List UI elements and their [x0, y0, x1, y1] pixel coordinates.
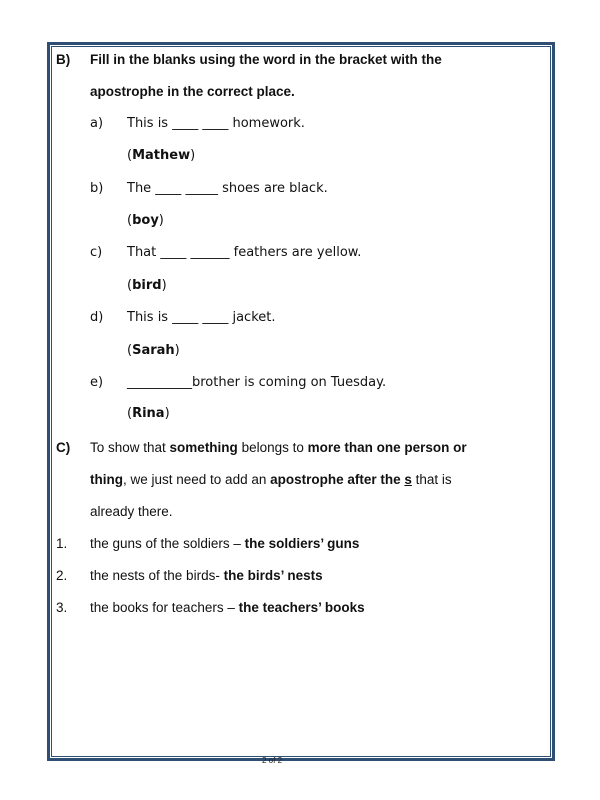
- hint-word: bird: [132, 278, 162, 293]
- item-word-hint: [127, 148, 195, 164]
- paren-open: (: [127, 343, 133, 358]
- plain-text: , we just need to add an: [123, 472, 271, 487]
- paren-close: ): [158, 213, 164, 228]
- paren-close: ): [161, 278, 167, 293]
- underlined-letter: s: [404, 472, 412, 487]
- bold-text: the birds’ nests: [223, 568, 323, 583]
- bold-text: thing: [90, 472, 123, 487]
- hint-word: Mathew: [132, 148, 191, 163]
- paren-close: ): [164, 406, 170, 421]
- bold-text: something: [169, 440, 238, 455]
- example-line: [90, 536, 359, 552]
- item-letter: c): [90, 245, 103, 260]
- bold-text: more than one person or: [307, 440, 467, 455]
- bold-text: the teachers’ books: [238, 600, 365, 615]
- item-sentence: The ____ _____ shoes are black.: [127, 181, 328, 196]
- page-border-inner: [51, 46, 551, 757]
- item-word-hint: [127, 278, 167, 294]
- hint-word: Rina: [132, 406, 165, 421]
- plain-text: the nests of the birds-: [90, 568, 224, 583]
- section-c-line1: [90, 440, 467, 456]
- hint-word: Sarah: [132, 343, 175, 358]
- paren-open: (: [127, 213, 133, 228]
- hint-word: boy: [132, 213, 159, 228]
- paren-open: (: [127, 278, 133, 293]
- plain-text: the books for teachers –: [90, 600, 239, 615]
- section-c-line2: [90, 472, 452, 488]
- section-c-line3: already there.: [90, 504, 173, 519]
- page-number: 2 of 2: [262, 756, 283, 765]
- item-letter: e): [90, 375, 104, 390]
- example-number: 2.: [56, 568, 68, 583]
- item-sentence: This is ____ ____ jacket.: [127, 310, 276, 325]
- example-line: [90, 568, 323, 584]
- item-letter: a): [90, 116, 104, 131]
- bold-text: apostrophe after the: [270, 472, 405, 487]
- plain-text: belongs to: [237, 440, 308, 455]
- paren-open: (: [127, 148, 133, 163]
- example-number: 3.: [56, 600, 68, 615]
- section-b-instruction-line2: apostrophe in the correct place.: [90, 84, 295, 99]
- bold-text: the soldiers’ guns: [244, 536, 360, 551]
- paren-open: (: [127, 406, 133, 421]
- plain-text: To show that: [90, 440, 170, 455]
- item-letter: b): [90, 181, 104, 196]
- section-c-label: C): [56, 440, 71, 455]
- item-word-hint: [127, 406, 170, 422]
- item-sentence: This is ____ ____ homework.: [127, 116, 305, 131]
- section-b-label: B): [56, 52, 71, 67]
- plain-text: the guns of the soldiers –: [90, 536, 245, 551]
- section-b-instruction-line1: Fill in the blanks using the word in the bracket with the: [90, 52, 442, 67]
- example-line: [90, 600, 365, 616]
- item-letter: d): [90, 310, 104, 325]
- item-sentence: __________brother is coming on Tuesday.: [127, 375, 387, 390]
- item-word-hint: [127, 213, 164, 229]
- paren-close: ): [174, 343, 180, 358]
- item-word-hint: [127, 343, 180, 359]
- example-number: 1.: [56, 536, 68, 551]
- item-sentence: That ____ ______ feathers are yellow.: [127, 245, 362, 260]
- paren-close: ): [190, 148, 196, 163]
- plain-text: that is: [411, 472, 452, 487]
